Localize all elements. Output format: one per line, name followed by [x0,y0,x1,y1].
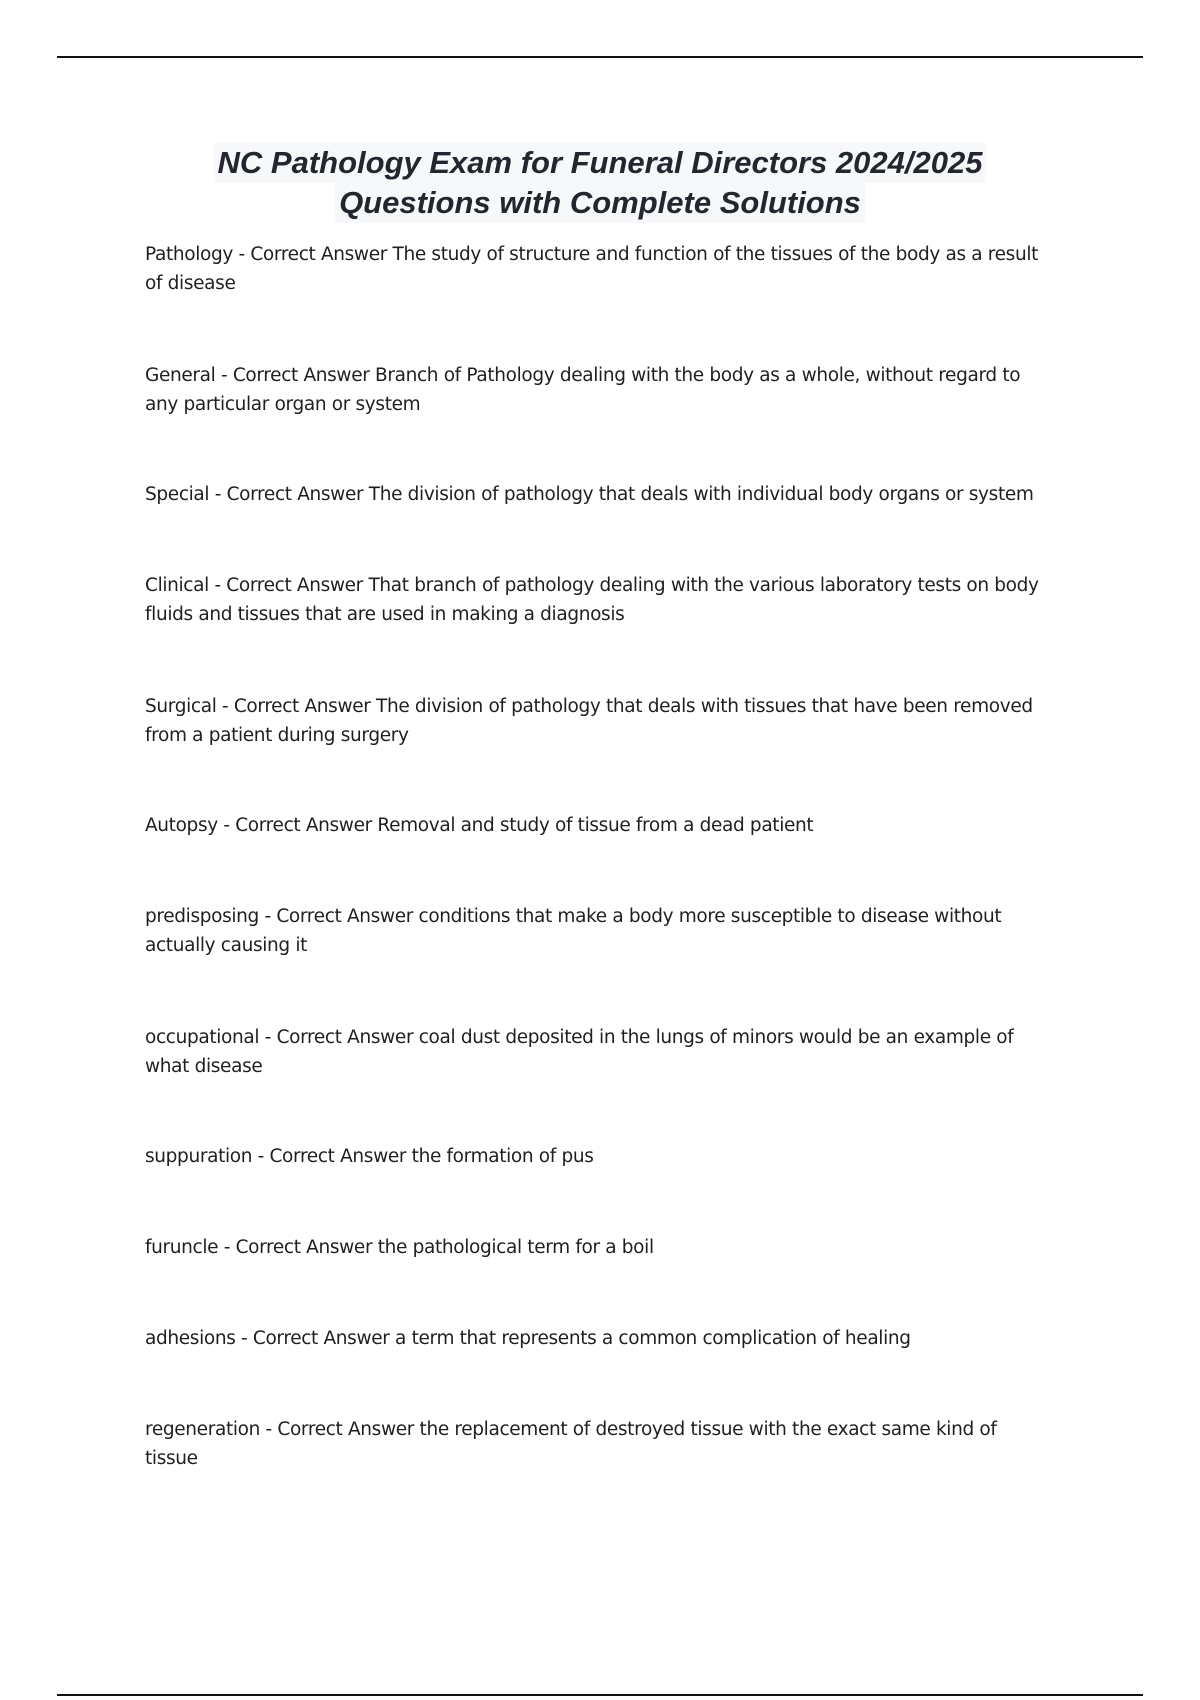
qa-item-clinical: Clinical - Correct Answer That branch of pathology dealing with the various laboratory tests on body fluids and tissues that are used in making a diagnosis [145,575,1039,625]
title-line-2: Questions with Complete Solutions [335,183,865,223]
qa-item-pathology: Pathology - Correct Answer The study of structure and function of the tissues of the body as a result of disease [145,244,1039,294]
bottom-rule [57,1694,1143,1696]
title-line-1: NC Pathology Exam for Funeral Directors 2024/2025 [214,143,987,183]
qa-item-surgical: Surgical - Correct Answer The division of pathology that deals with tissues that have been removed from a patient during surgery [145,696,1033,746]
qa-item-autopsy: Autopsy - Correct Answer Removal and study of tissue from a dead patient [145,815,814,836]
qa-item-general: General - Correct Answer Branch of Pathology dealing with the body as a whole, without regard to any particular organ or system [145,365,1021,415]
qa-item-occupational: occupational - Correct Answer coal dust deposited in the lungs of minors would be an example of what disease [145,1027,1014,1077]
qa-item-predisposing: predisposing - Correct Answer conditions that make a body more susceptible to disease without actually causing it [145,906,1002,956]
qa-item-regeneration: regeneration - Correct Answer the replacement of destroyed tissue with the exact same kind of tissue [145,1419,997,1469]
document-title [0,143,1200,223]
top-rule [57,56,1143,58]
qa-item-special: Special - Correct Answer The division of pathology that deals with individual body organs or system [145,484,1034,505]
qa-item-adhesions: adhesions - Correct Answer a term that represents a common complication of healing [145,1328,911,1349]
qa-item-furuncle: furuncle - Correct Answer the pathological term for a boil [145,1237,654,1258]
qa-item-suppuration: suppuration - Correct Answer the formation of pus [145,1146,594,1167]
